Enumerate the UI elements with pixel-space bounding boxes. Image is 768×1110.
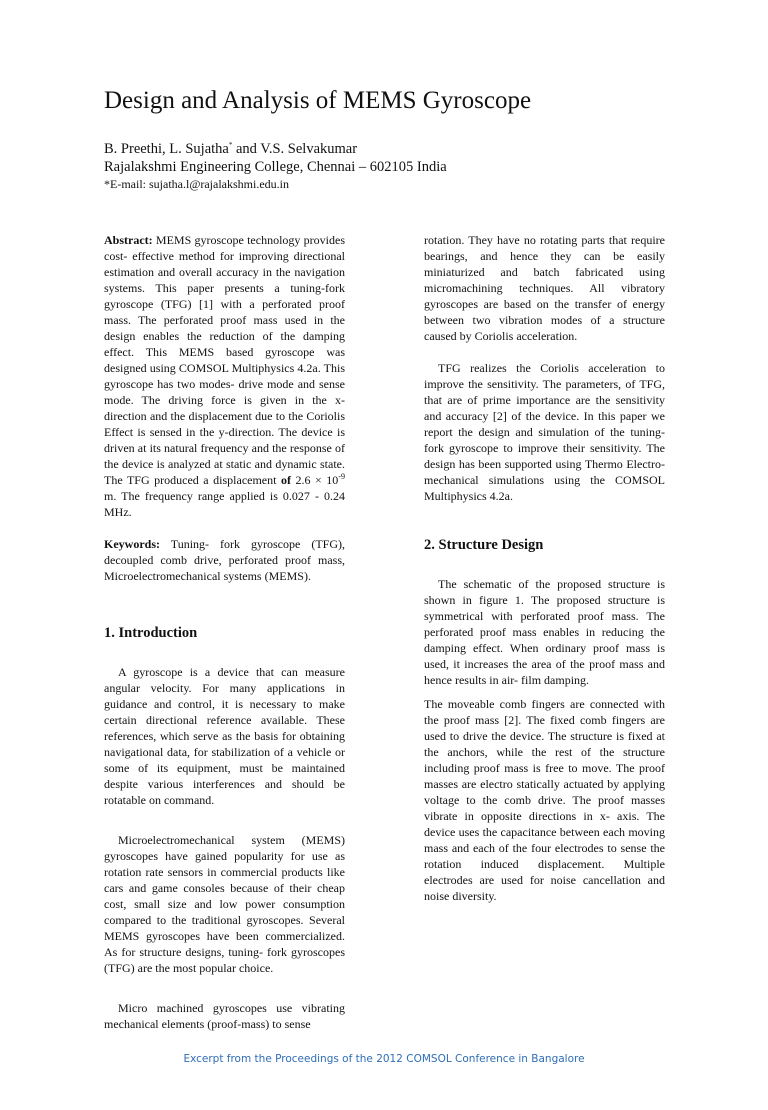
abstract-label: Abstract: (104, 233, 153, 247)
section-heading-structure-design: 2. Structure Design (424, 537, 544, 553)
email: *E-mail: sujatha.l@rajalakshmi.edu.in (104, 177, 290, 191)
author-names-rest: and V.S. Selvakumar (232, 141, 358, 157)
affiliation: Rajalakshmi Engineering College, Chennai – 602105 India (104, 159, 447, 175)
left-column (104, 232, 345, 1032)
paragraph: The moveable comb fingers are connected with the proof mass [2]. The fixed comb fingers are used to drive the device. The structure is fixed at the anchors, while the rest of the structure including proof mass is free to move. The proof masses are electro statically actuated by applying voltage to the comb drive. The proof masses vibrate in opposite directions in x- axis. The device uses the capacitance between each moving mass and each of the four electrodes to sense the rotation induced displacement. Multiple electrodes are used for noise cancellation and noise diversity. (424, 697, 665, 903)
paper-header (0, 0, 768, 192)
corresponding-mark: * (228, 141, 233, 150)
author-block (104, 140, 768, 192)
keywords (104, 536, 345, 584)
footer: Excerpt from the Proceedings of the 2012 COMSOL Conference in Bangalore (183, 1053, 585, 1065)
paragraph: TFG realizes the Coriolis acceleration to improve the sensitivity. The parameters, of TFG, that are of prime importance are the sensitivity and accuracy [2] of the device. In this paper we report the design and simulation of the tuning-fork gyroscope to improve their sensitivity. The design has been supported using Thermo Electro- mechanical simulations using the COMSOL Multiphysics 4.2a. (424, 361, 665, 503)
keywords-text: Tuning- fork gyroscope (TFG), decoupled comb drive, perforated proof mass, Microelectromechanical systems (MEMS). (104, 537, 345, 583)
paper-title: Design and Analysis of MEMS Gyroscope (104, 87, 532, 114)
paragraph: Micro machined gyroscopes use vibrating mechanical elements (proof-mass) to sense (104, 1001, 345, 1031)
paragraph: rotation. They have no rotating parts that require bearings, and hence they can be easily miniaturized and batch fabricated using micromachining techniques. All vibratory gyroscopes are based on the transfer of energy between two vibration modes of a structure caused by Coriolis acceleration. (424, 233, 665, 343)
abstract-text: MEMS gyroscope technology provides cost- effective method for improving directional estimation and overall accuracy in the navigation systems. This paper presents a tuning-fork gyroscope (TFG) [1] with a perforated proof mass. The perforated proof mass used in the design enables the reduction of the damping effect. This MEMS based gyroscope was designed using COMSOL Multiphysics 4.2a. This gyroscope has two modes- drive mode and sense mode. The driving force is given in the x-direction and the displacement due to the Coriolis Effect is sensed in the y-direction. The device is driven at its natural frequency and the response of the device is analyzed at static and dynamic state. The TFG produced a displacement (104, 233, 345, 487)
paragraph: The schematic of the proposed structure is shown in figure 1. The proposed structure is symmetrical with perforated proof mass. The perforated proof mass enables in reducing the damping effect. When ordinary proof mass is used, it increases the area of the proof mass and hence results in air- film damping. (424, 577, 665, 687)
paragraph: Microelectromechanical system (MEMS) gyroscopes have gained popularity for use as rotation rate sensors in commercial products like cars and game consoles because of their cheap cost, small size and low power consumption compared to the traditional gyroscopes. Several MEMS gyroscopes have been commercialized. As for structure designs, tuning- fork gyroscopes (TFG) are the most popular choice. (104, 833, 345, 975)
two-column-body (0, 232, 768, 1032)
abstract-of: of (280, 473, 291, 487)
abstract (104, 232, 345, 520)
author-names: B. Preethi, L. Sujatha (104, 141, 229, 157)
abstract-exp: -9 (338, 472, 345, 481)
right-column (424, 232, 665, 1032)
paragraph: A gyroscope is a device that can measure angular velocity. For many applications in guidance and control, it is necessary to make certain directional reference available. These references, which serve as the basis for obtaining navigational data, for stabilization of a vehicle or some of its equipment, must be maintained despite various interferences and should be rotatable on command. (104, 665, 345, 807)
keywords-label: Keywords: (104, 537, 160, 551)
abstract-end: m. The frequency range applied is 0.027 - 0.24 MHz. (104, 489, 345, 519)
authors (104, 140, 768, 158)
section-heading-introduction: 1. Introduction (104, 625, 198, 641)
abstract-disp: 2.6 × 10 (290, 473, 339, 487)
